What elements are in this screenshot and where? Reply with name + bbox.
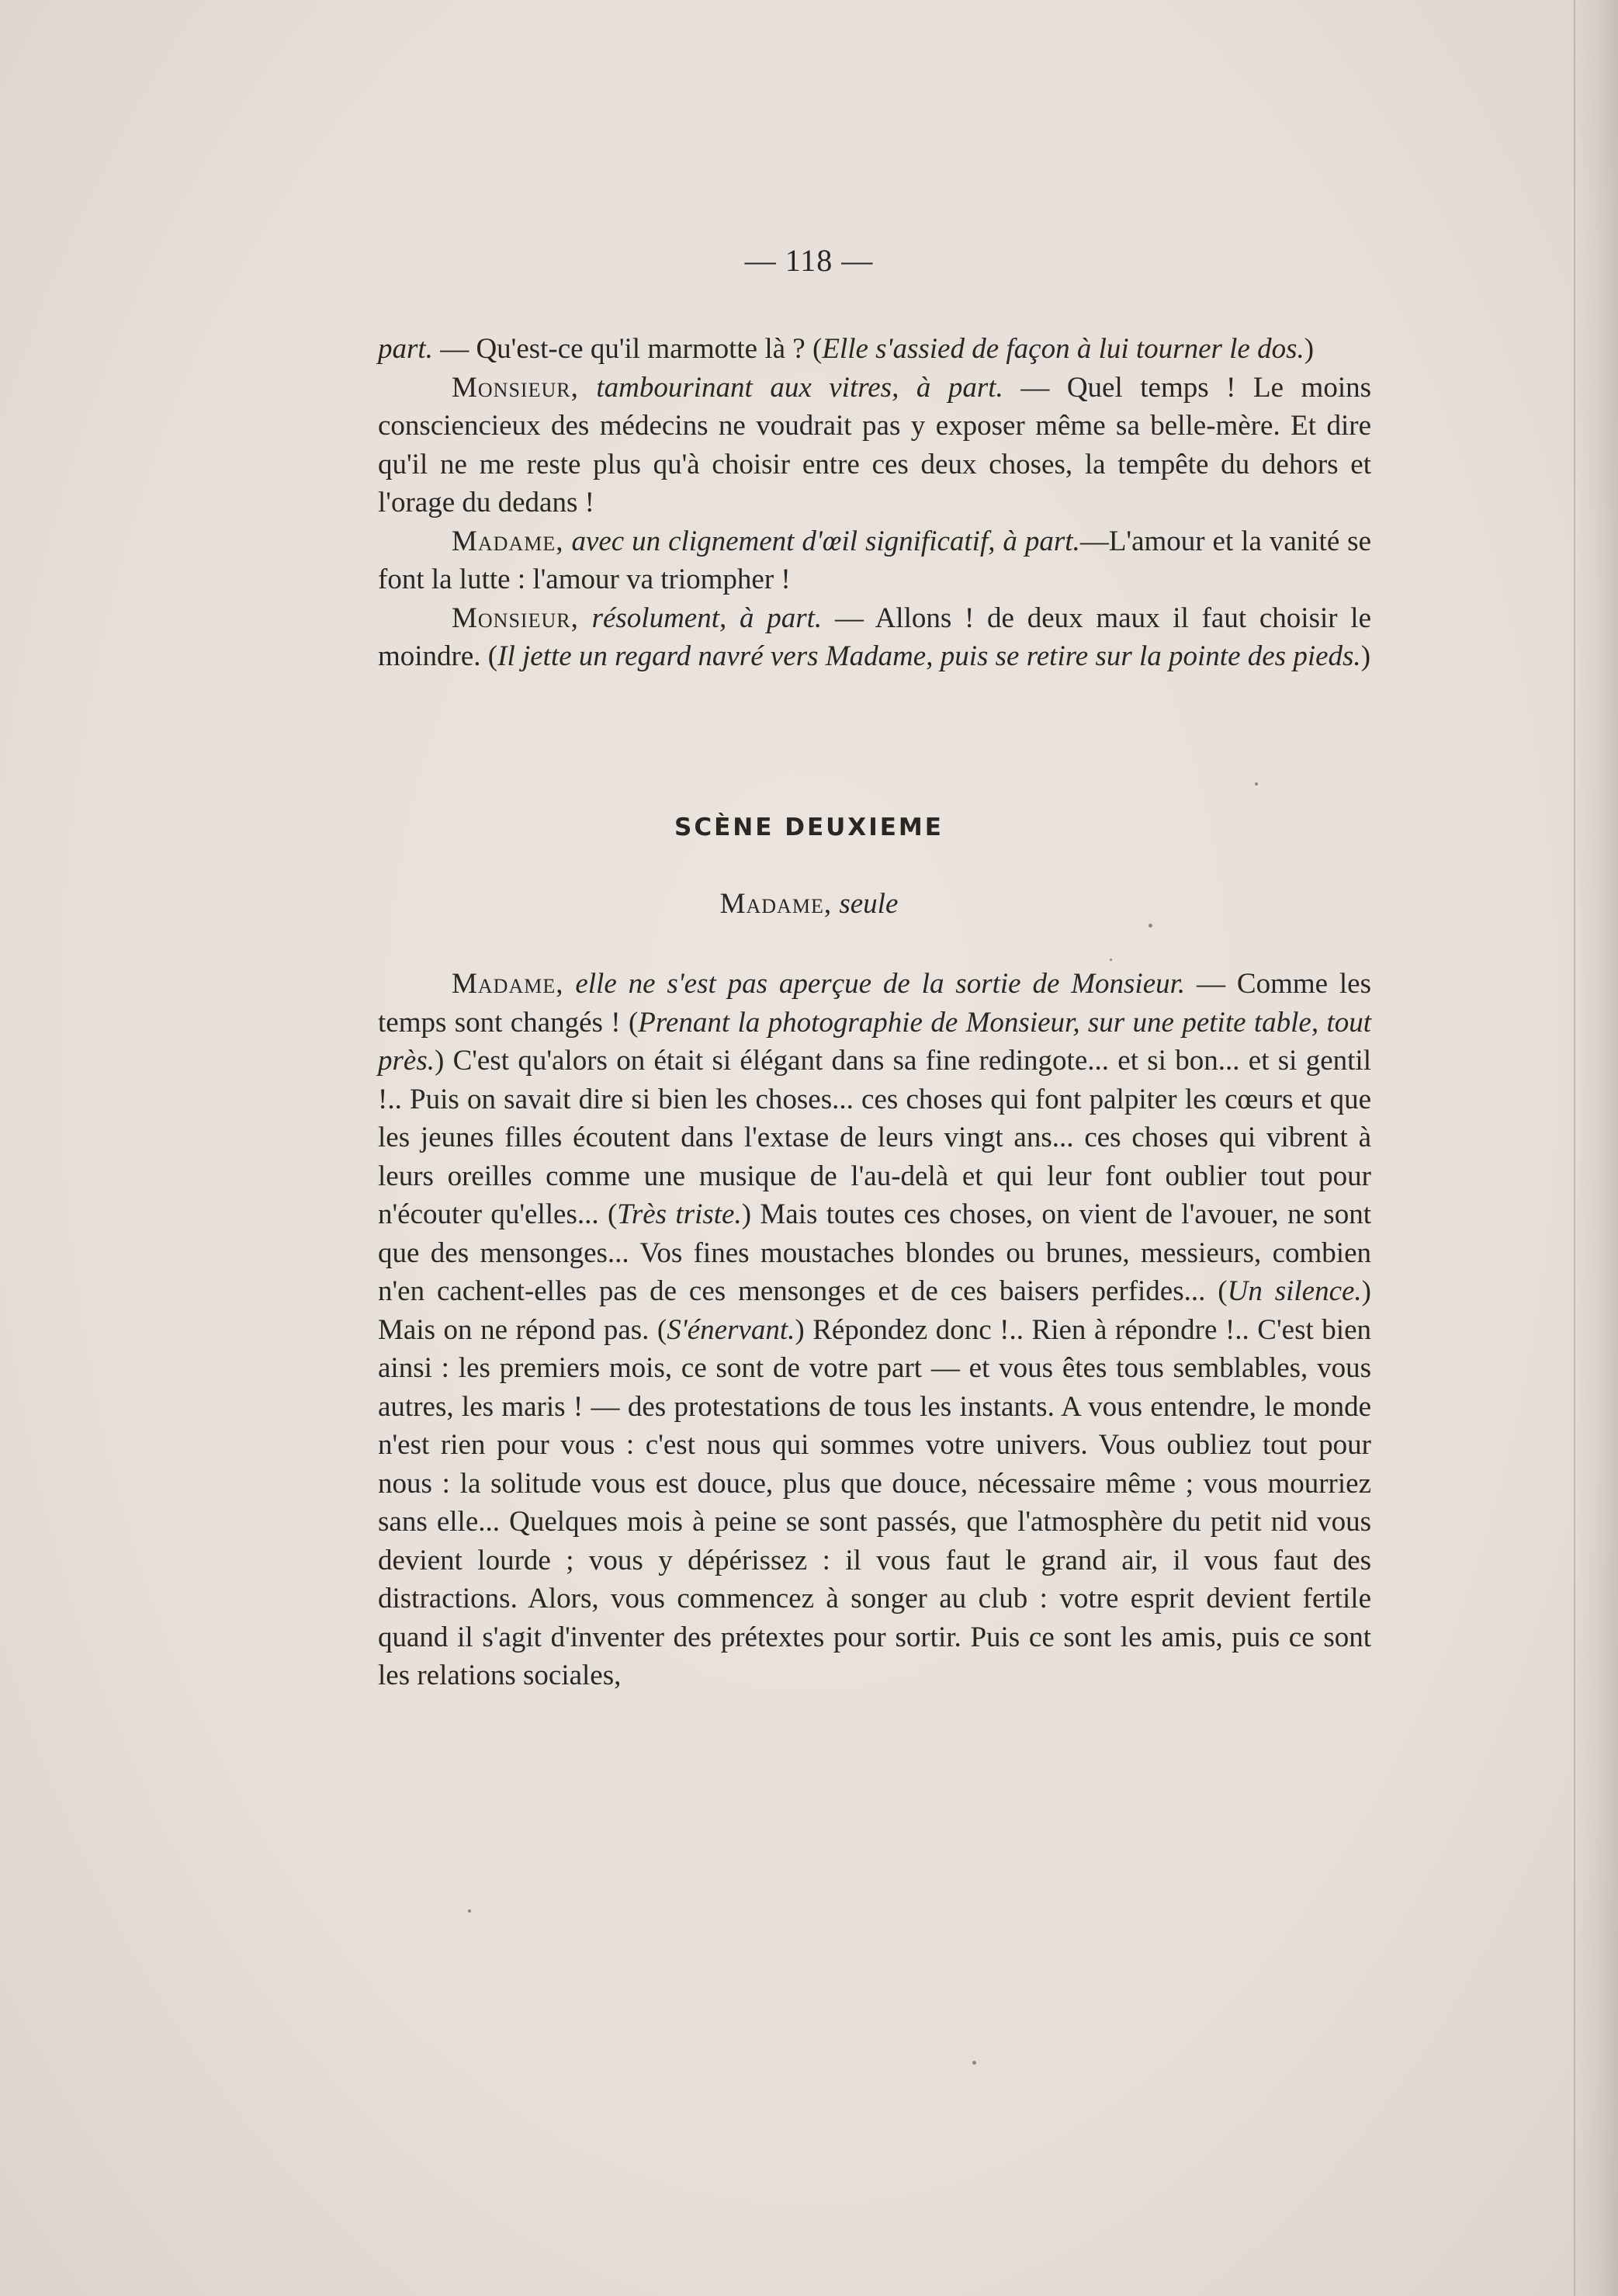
- paragraph: [378, 599, 1371, 676]
- monologue-block: [378, 965, 1371, 1695]
- dialogue-text: — Comme les temps sont changés ! (: [378, 968, 1372, 1039]
- stage-direction: Prenant la photographie de Monsieur, sur une petite table, tout près.: [378, 1006, 1372, 1077]
- stage-direction: elle ne s'est pas aperçue de la sortie de Monsieur.: [575, 968, 1186, 1000]
- dialogue-text: [579, 602, 592, 634]
- paragraph: [378, 965, 1371, 1695]
- paragraph: [378, 522, 1371, 599]
- speaker-name: Madame,: [452, 525, 564, 557]
- stage-direction: Un silence.: [1227, 1275, 1362, 1307]
- dialogue-text: [563, 525, 571, 557]
- dialogue-text: —L'amour et la vanité se font la lutte : l'amour va triompher !: [378, 525, 1372, 595]
- paper-speck: [1110, 959, 1112, 961]
- paper-speck: [1255, 782, 1258, 786]
- stage-direction: seule: [832, 888, 899, 920]
- dialogue-text: ): [1360, 640, 1371, 672]
- page-edge-shadow: [1571, 0, 1618, 2296]
- dialogue-text: ) Répondez donc !.. Rien à répondre !.. C'est bien ainsi : les premiers mois, ce sont de votre part — et vous êtes tous semblables, vous autres, les maris ! — des protestations de tous les instants. A vous entendre, le monde n'est rien pour vous : c'est nous qui sommes votre univers. Vous oubliez tout pour nous : la solitude vous est douce, plus que douce, nécessaire même ; vous mourriez sans elle... Quelques mois à peine se sont passés, que l'atmosphère du petit nid vous devient lourde ; vous y dépérissez : il vous faut le grand air, il vous faut des distractions. Alors, vous commencez à songer au club : votre esprit devient fertile quand il s'agit d'inventer des prétextes pour sortir. Puis ce sont les amis, puis ce sont les relations sociales,: [378, 1313, 1371, 1691]
- stage-direction: tambourinant aux vitres, à part.: [596, 371, 1003, 404]
- page-number: — 118 —: [744, 243, 874, 278]
- scene-title: SCÈNE DEUXIEME: [674, 813, 944, 841]
- dialogue-text: [579, 372, 597, 404]
- scene-subtitle: [0, 887, 1618, 921]
- speaker-name: Madame,: [452, 968, 564, 1000]
- dialogue-text: ) C'est qu'alors on était si élégant dans sa fine redingote... et si bon... et si gentil !.. Puis on savait dire si bien les choses... ces choses qui font palpiter les cœurs et que les jeunes filles écoutent dans l'extase de leurs vingt ans... ces choses qui vibrent à leurs oreilles comme une musique de l'au-delà et qui leur font oublier tout pour n'écouter qu'elles... (: [378, 1045, 1371, 1230]
- stage-direction: Il jette un regard navré vers Madame, puis se retire sur la pointe des pieds.: [497, 640, 1361, 672]
- dialogue-text: ): [1304, 333, 1315, 365]
- speaker-name: Madame,: [719, 888, 833, 920]
- paper-speck: [1149, 924, 1152, 928]
- dialogue-block-top: [378, 330, 1371, 676]
- stage-direction: Elle s'assied de façon à lui tourner le dos.: [822, 333, 1304, 365]
- stage-direction: avec un clignement d'œil significatif, à part.: [571, 525, 1080, 557]
- paper-speck: [468, 1909, 471, 1913]
- paragraph: [378, 369, 1371, 522]
- speaker-name: Monsieur,: [452, 371, 579, 404]
- stage-direction: Très triste.: [617, 1198, 742, 1230]
- dialogue-text: — Allons ! de deux maux il faut choisir le moindre. (: [378, 602, 1372, 672]
- dialogue-text: — Qu'est-ce qu'il marmotte là ? (: [432, 333, 823, 365]
- dialogue-text: ) Mais toutes ces choses, on vient de l'avouer, ne sont que des mensonges... Vos fines moustaches blondes ou brunes, messieurs, combien n'en cachent-elles pas de ces mensonges et de ces baisers perfides... (: [378, 1198, 1371, 1307]
- stage-direction: S'énervant.: [667, 1313, 795, 1346]
- speaker-name: Monsieur,: [452, 602, 579, 634]
- paper-speck: [972, 2061, 976, 2065]
- paragraph: [378, 330, 1371, 369]
- stage-direction: part.: [378, 333, 433, 365]
- dialogue-text: ) Mais on ne répond pas. (: [378, 1275, 1371, 1346]
- stage-direction: résolument, à part.: [591, 602, 823, 634]
- page-edge-line: [1574, 0, 1575, 2296]
- dialogue-text: [563, 968, 575, 1000]
- dialogue-text: — Quel temps ! Le moins consciencieux des médecins ne voudrait pas y exposer même sa belle-mère. Et dire qu'il ne me reste plus qu'à choisir entre ces deux choses, la tempête du dehors et l'orage du dedans !: [378, 371, 1371, 519]
